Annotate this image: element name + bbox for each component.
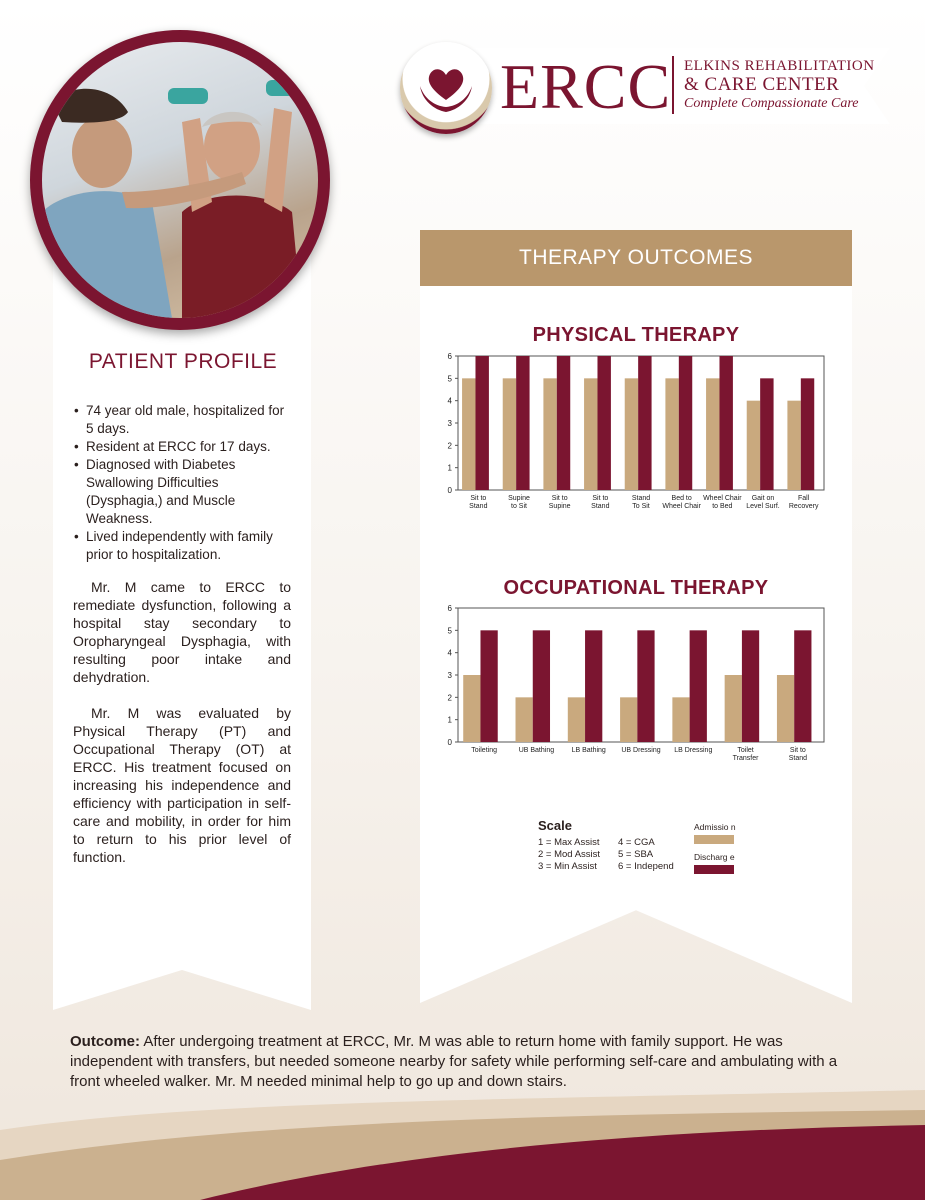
scale-title: Scale	[538, 818, 572, 833]
pt-y-tick-label: 6	[447, 352, 452, 361]
ot-y-tick-label: 1	[447, 715, 452, 725]
ot-y-tick-label: 3	[447, 671, 452, 680]
ot-discharge-bar	[480, 630, 497, 742]
scale-item: 3 = Min Assist	[538, 861, 597, 872]
pt-y-tick-label: 1	[447, 463, 452, 473]
pt-category-label: Sit to	[470, 495, 487, 502]
pt-category-label: Sit to	[551, 495, 568, 502]
pt-admission-bar	[543, 378, 556, 490]
logo-divider	[672, 56, 674, 114]
profile-paragraph-2: Mr. M was evaluated by Physical Therapy (PT) and Occupational Therapy (OT) at ERCC. His treatment focused on increasing his independence and efficiency with participation in self-care and mobility, in order for him to return to his prior level of function.	[73, 705, 291, 865]
pt-category-label: Recovery	[788, 503, 819, 510]
ot-category-label: Sit to	[789, 747, 806, 754]
pt-admission-bar	[747, 401, 760, 490]
pt-admission-bar	[787, 401, 800, 490]
ot-y-tick-label: 2	[447, 693, 452, 703]
ot-chart-title: OCCUPATIONAL THERAPY	[503, 577, 769, 599]
bottom-swoosh	[0, 1090, 925, 1200]
scale-item: 4 = CGA	[618, 837, 655, 848]
pt-category-label: Supine	[548, 503, 571, 510]
pt-chart-title: PHYSICAL THERAPY	[532, 324, 740, 346]
ot-category-label: UB Dressing	[621, 747, 661, 754]
legend-admission-swatch	[694, 835, 734, 844]
patient-profile-title: PATIENT PROFILE	[88, 350, 278, 373]
ot-category-label: LB Bathing	[571, 747, 606, 754]
pt-discharge-bar	[638, 356, 651, 490]
pt-admission-bar	[503, 378, 516, 490]
ot-category-label: Toilet	[737, 747, 754, 754]
ot-admission-bar	[516, 697, 533, 742]
logo-tagline: Complete Compassionate Care	[684, 96, 859, 111]
pt-discharge-bar	[801, 378, 814, 490]
ot-category-label: Transfer	[732, 755, 759, 762]
pt-category-label: Level Surf.	[746, 503, 780, 510]
pt-discharge-bar	[597, 356, 610, 490]
pt-y-tick-label: 2	[447, 441, 452, 451]
outcome-label: Outcome:	[70, 1033, 141, 1050]
pt-category-label: to Bed	[712, 503, 733, 510]
profile-bullet: • Diagnosed with Diabetes Swallowing Difficulties (Dysphagia,) and Muscle Weakness.	[74, 456, 294, 528]
ot-admission-bar	[568, 697, 585, 742]
profile-bullet-list	[74, 402, 294, 564]
therapy-outcomes-header: THERAPY OUTCOMES	[420, 230, 852, 286]
scale-item: 5 = SBA	[618, 849, 654, 860]
scale-item: 1 = Max Assist	[538, 837, 600, 848]
ot-category-label: Toileting	[471, 747, 497, 754]
patient-photo	[42, 42, 318, 318]
pt-admission-bar	[462, 378, 475, 490]
pt-discharge-bar	[475, 356, 488, 490]
pt-admission-bar	[625, 378, 638, 490]
pt-discharge-bar	[516, 356, 529, 490]
pt-y-tick-label: 5	[447, 374, 452, 384]
logo-line-1: ELKINS REHABILITATION	[684, 58, 875, 74]
pt-category-label: Stand	[631, 495, 651, 502]
ot-y-tick-label: 0	[447, 738, 452, 747]
pt-category-label: To Sit	[632, 503, 650, 510]
ot-discharge-bar	[794, 630, 811, 742]
pt-discharge-bar	[557, 356, 570, 490]
pt-category-label: Stand	[591, 503, 610, 510]
pt-category-label: Supine	[508, 495, 530, 502]
pt-category-label: Fall	[798, 495, 810, 502]
ot-discharge-bar	[533, 630, 550, 742]
scale-item: 6 = Independ	[618, 861, 674, 872]
legend-admission-label: Admissio n	[694, 822, 736, 832]
pt-discharge-bar	[719, 356, 732, 490]
profile-bullet: • Lived independently with family prior to hospitalization.	[74, 528, 294, 564]
outcome-text: After undergoing treatment at ERCC, Mr. M was able to return home with family support. He was independent with transfers, but needed someone nearby for safety while performing self-care and ambulating with a front wheeled walker. Mr. M needed minimal help to go up and down stairs.	[70, 1033, 838, 1090]
pt-admission-bar	[706, 378, 719, 490]
patient-photo-frame	[30, 30, 330, 330]
legend-discharge-label: Discharg e	[694, 852, 735, 862]
pt-category-label: to Sit	[511, 503, 527, 510]
pt-discharge-bar	[679, 356, 692, 490]
ot-y-tick-label: 5	[447, 626, 452, 636]
legend-discharge-swatch	[694, 865, 734, 874]
chart-legend	[694, 822, 754, 882]
pt-y-tick-label: 3	[447, 419, 452, 428]
pt-category-label: Wheel Chair	[703, 495, 742, 502]
pt-category-label: Sit to	[592, 495, 609, 502]
ot-category-label: Stand	[788, 755, 808, 762]
profile-bullet: • 74 year old male, hospitalized for 5 days.	[74, 402, 294, 438]
ot-discharge-bar	[742, 630, 759, 742]
ot-discharge-bar	[690, 630, 707, 742]
pt-category-label: Stand	[469, 503, 488, 510]
ot-discharge-bar	[585, 630, 602, 742]
logo-banner	[400, 42, 890, 132]
ot-bar-chart	[442, 602, 832, 767]
ot-admission-bar	[777, 675, 794, 742]
scale-item: 2 = Mod Assist	[538, 849, 601, 860]
outcome-paragraph	[70, 1032, 860, 1092]
ot-admission-bar	[672, 697, 689, 742]
pt-admission-bar	[665, 378, 678, 490]
heart-hands-icon	[400, 42, 492, 134]
logo-line-2: & CARE CENTER	[684, 74, 840, 95]
pt-bar-chart	[442, 350, 832, 515]
pt-category-label: Wheel Chair	[662, 503, 701, 510]
pt-category-label: Gait on	[751, 495, 775, 502]
logo-letters: ERCC	[500, 51, 672, 122]
ot-admission-bar	[463, 675, 480, 742]
ot-y-tick-label: 6	[447, 604, 452, 613]
profile-bullet: • Resident at ERCC for 17 days.	[74, 438, 294, 456]
ot-category-label: LB Dressing	[674, 747, 713, 754]
pt-y-tick-label: 0	[447, 486, 452, 495]
pt-category-label: Bed to	[671, 495, 692, 502]
pt-admission-bar	[584, 378, 597, 490]
ot-y-tick-label: 4	[447, 648, 452, 658]
pt-y-tick-label: 4	[447, 396, 452, 406]
ot-discharge-bar	[637, 630, 654, 742]
ot-admission-bar	[725, 675, 742, 742]
profile-paragraph-1: Mr. M came to ERCC to remediate dysfunction, following a hospital stay secondary to Oropharyngeal Dysphagia, with resulting poor intake and dehydration.	[73, 579, 291, 685]
ot-category-label: UB Bathing	[518, 747, 555, 754]
pt-discharge-bar	[760, 378, 773, 490]
ot-admission-bar	[620, 697, 637, 742]
